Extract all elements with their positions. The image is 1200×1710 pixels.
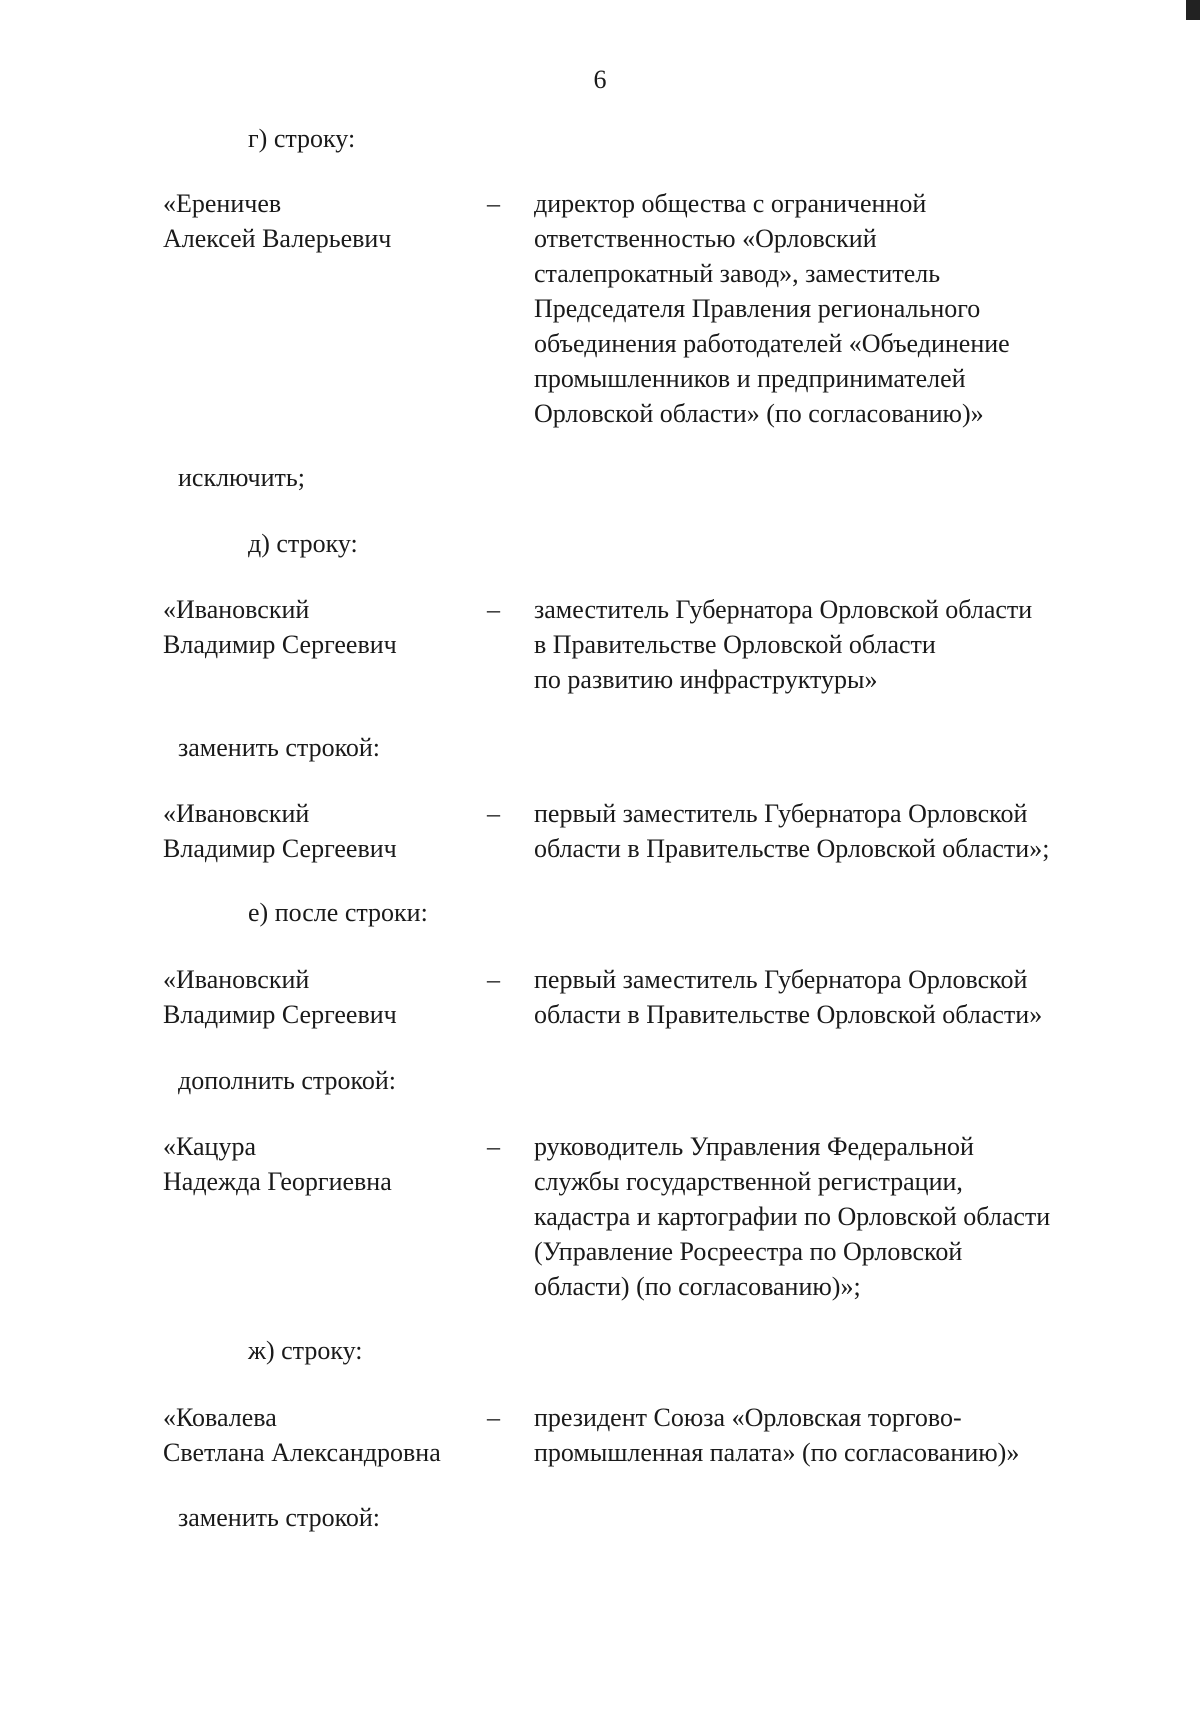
name-line: Владимир Сергеевич [163, 834, 397, 863]
replacement-name [163, 796, 397, 866]
name-line: «Ивановский [163, 965, 310, 994]
description-line: Орловской области» (по согласованию)» [534, 399, 984, 428]
name-line: «Ивановский [163, 799, 310, 828]
entry-description [534, 1400, 1134, 1470]
description-line: объединения работодателей «Объединение [534, 329, 1010, 358]
scan-edge-mark [1186, 0, 1200, 20]
action-replace: заменить строкой: [178, 733, 381, 762]
name-line: Владимир Сергеевич [163, 630, 397, 659]
action-exclude: исключить; [178, 463, 305, 492]
name-line: «Ковалева [163, 1403, 277, 1432]
description-line: области в Правительстве Орловской области» [534, 1000, 1043, 1029]
entry-name [163, 186, 391, 256]
name-line: «Кацура [163, 1132, 256, 1161]
action-replace: заменить строкой: [178, 1503, 381, 1532]
page-number: 6 [593, 65, 607, 94]
replacement-name [163, 1129, 392, 1199]
description-line: руководитель Управления Федеральной [534, 1132, 974, 1161]
entry-description [534, 962, 1134, 1032]
instruction-d: д) строку: [248, 529, 358, 558]
description-line: первый заместитель Губернатора Орловской [534, 965, 1028, 994]
description-line: ответственностью «Орловский [534, 224, 877, 253]
description-line: заместитель Губернатора Орловской области [534, 595, 1033, 624]
description-line: директор общества с ограниченной [534, 189, 927, 218]
entry-description [534, 186, 1134, 431]
instruction-e: е) после строки: [248, 898, 428, 927]
description-line: области) (по согласованию)»; [534, 1272, 861, 1301]
entry-name [163, 1400, 441, 1470]
name-line: Светлана Александровна [163, 1438, 441, 1467]
description-line: области в Правительстве Орловской области»; [534, 834, 1050, 863]
description-line: кадастра и картографии по Орловской области [534, 1202, 1051, 1231]
instruction-zh: ж) строку: [248, 1336, 363, 1365]
entry-dash: – [487, 1403, 500, 1432]
description-line: по развитию инфраструктуры» [534, 665, 878, 694]
name-line: «Ивановский [163, 595, 310, 624]
instruction-g: г) строку: [248, 124, 356, 153]
replacement-description [534, 796, 1134, 866]
description-line: Председателя Правления регионального [534, 294, 981, 323]
name-line: Владимир Сергеевич [163, 1000, 397, 1029]
entry-name [163, 592, 397, 662]
description-line: первый заместитель Губернатора Орловской [534, 799, 1028, 828]
name-line: Надежда Георгиевна [163, 1167, 392, 1196]
description-line: президент Союза «Орловская торгово- [534, 1403, 962, 1432]
entry-name [163, 962, 397, 1032]
name-line: Алексей Валерьевич [163, 224, 392, 253]
description-line: (Управление Росреестра по Орловской [534, 1237, 963, 1266]
description-line: сталепрокатный завод», заместитель [534, 259, 941, 288]
entry-dash: – [487, 595, 500, 624]
replacement-dash: – [487, 799, 500, 828]
description-line: промышленная палата» (по согласованию)» [534, 1438, 1020, 1467]
entry-dash: – [487, 965, 500, 994]
description-line: промышленников и предпринимателей [534, 364, 966, 393]
entry-description [534, 592, 1134, 697]
description-line: в Правительстве Орловской области [534, 630, 936, 659]
replacement-description [534, 1129, 1134, 1304]
description-line: службы государственной регистрации, [534, 1167, 963, 1196]
replacement-dash: – [487, 1132, 500, 1161]
entry-dash: – [487, 189, 500, 218]
action-append: дополнить строкой: [178, 1066, 396, 1095]
name-line: «Ереничев [163, 189, 282, 218]
